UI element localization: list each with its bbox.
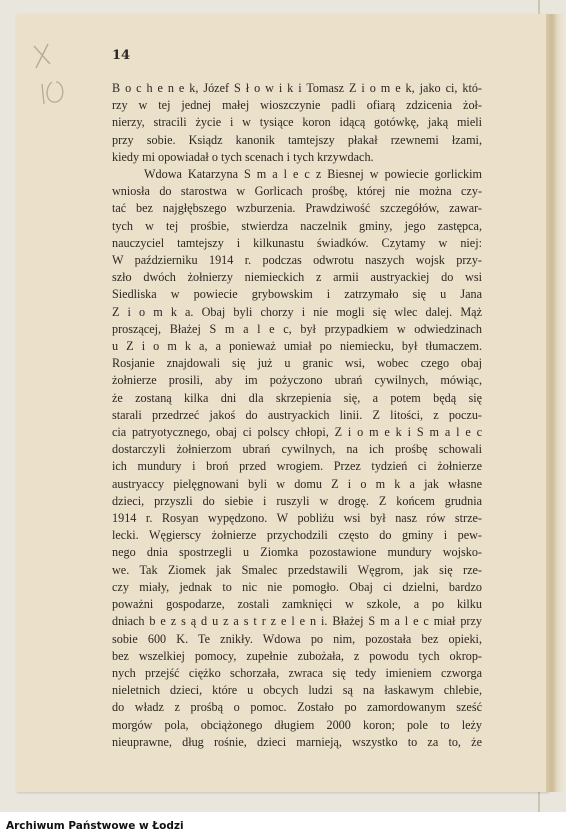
text-line: przy sobie. Ksiądz kanonik tamtejszy płakał rzewnemi łzami, xyxy=(112,132,482,147)
text-line: 1914 r. Rosyan wypędzono. W pobliżu wsi był nasz rów strze- xyxy=(112,511,482,526)
text-line: nierzy, stracili życie i w tysiące koron idącą gotówkę, jaką mieli xyxy=(112,115,482,130)
text-line: czy miały, jednak to nic nie pomogło. Obaj ci dzielni, bardzo xyxy=(112,579,482,594)
text-line: morgów pola, obciążonego długiem 2000 koron; pole to leży xyxy=(112,717,482,732)
body-text xyxy=(112,80,482,751)
text-line: B o c h e n e k, Józef S ł o w i k i Tomasz Z i o m e k, jako ci, któ- xyxy=(112,81,482,95)
footer-bar xyxy=(0,812,566,840)
text-line: poważni gospodarze, zostali zamknięci w szkole, a po kilku xyxy=(112,597,482,612)
text-line: dostarczyli żołnierzom ubrań cywilnych, na ich prośbę schowali xyxy=(112,442,482,457)
text-line: proszącej, Błażej S m a l e c, był przypadkiem w odwiedzinach xyxy=(112,321,482,336)
text-line: wniosła do starostwa w Gorlicach prośbę, której nie można czy- xyxy=(112,184,482,199)
text-line: kiedy mi opowiadał o tych scenach i tych krzywdach. xyxy=(112,149,374,164)
text-line: tych w tej prośbie, stwierdza naczelnik gminy, jego zastępca, xyxy=(112,218,482,233)
text-line: austryaccy pielęgnowani byli w domu Z i o m k a jak własne xyxy=(112,476,482,491)
text-line: bez wszelkiej pomocy, zupełnie zubożała, z powodu tych okrop- xyxy=(112,648,482,663)
page-edge xyxy=(546,14,566,792)
text-line: do władz z prośbą o pomoc. Zostało po zamordowanym sześć xyxy=(112,700,482,715)
text-line: nauczyciel tamtejszy i kilkunastu świadków. Czytamy w niej: xyxy=(112,235,482,250)
text-line: rzy w tej jednej małej wioszczynie padli ofiarą zdzicenia żoł- xyxy=(112,98,482,113)
pencil-annotation-mark xyxy=(28,38,72,110)
text-line: szło dwóch żołnierzy niemieckich z armii austryackiej do wsi xyxy=(112,270,482,285)
text-line: nieuprawne, dług rośnie, dzieci marnieją, wszystko to za to, że xyxy=(112,734,482,749)
text-line: Siedliska w powiecie grybowskim i zatrzymało się u Jana xyxy=(112,287,482,302)
text-line: Wdowa Katarzyna S m a l e c z Biesnej w powiecie gorlickim xyxy=(144,167,482,182)
text-line: Rosjanie znajdowali się już u granic wsi, wobec czego obaj xyxy=(112,356,482,371)
text-line: we. Tak Ziomek jak Smalec przedstawili Węgrom, jak się rze- xyxy=(112,562,482,577)
text-line: starali przedrzeć jakoś do austryackich linii. Z litości, z poczu- xyxy=(112,407,482,422)
text-line: cia patryotycznego, obaj ci polscy chłopi, Z i o m e k i S m a l e c xyxy=(112,425,482,440)
text-line: dniach b e z s ą d u z a s t r z e l e n i. Błażej S m a l e c miał przy xyxy=(112,614,482,629)
text-line: sobie 600 K. Te znikły. Wdowa po nim, pozostała bez opieki, xyxy=(112,631,482,646)
text-line: W październiku 1914 r. podczas odwrotu naszych wojsk przy- xyxy=(112,253,482,268)
archive-label: Archiwum Państwowe w Łodzi xyxy=(6,820,184,832)
text-line: nych przejść ciężko schorzała, zwraca się tedy imieniem czworga xyxy=(112,665,482,680)
text-line: żołnierze prosili, aby im pożyczono ubrań cywilnych, mówiąc, xyxy=(112,373,482,388)
page-number: 14 xyxy=(112,48,131,63)
text-line: nieletnich dzieci, które u obcych ludzi są na łaskawym chlebie, xyxy=(112,683,482,698)
text-line: tać bez najgłębszego wzburzenia. Prawdziwość szczegółów, zawar- xyxy=(112,201,482,216)
text-line: nego dnia spostrzegli u Ziomka pozostawione mundury wojsko- xyxy=(112,545,482,560)
text-line: u Z i o m k a, a ponieważ umiał po niemiecku, był tłumaczem. xyxy=(112,339,482,354)
text-line: dzieci, przyszli do siebie i ruszyli w drogę. Z końcem grudnia xyxy=(112,493,482,508)
text-line: lecki. Węgierscy żołnierze przychodzili często do gminy i pew- xyxy=(112,528,482,543)
text-line: Z i o m k a. Obaj byli chorzy i nie mogli się wlec dalej. Mąż xyxy=(112,304,482,319)
text-line: że zostaną kilka dni dla skrzepienia się, a potem będą się xyxy=(112,390,482,405)
text-line: ich mundury i broń przed wrogiem. Przez tydzień ci żołnierze xyxy=(112,459,482,474)
